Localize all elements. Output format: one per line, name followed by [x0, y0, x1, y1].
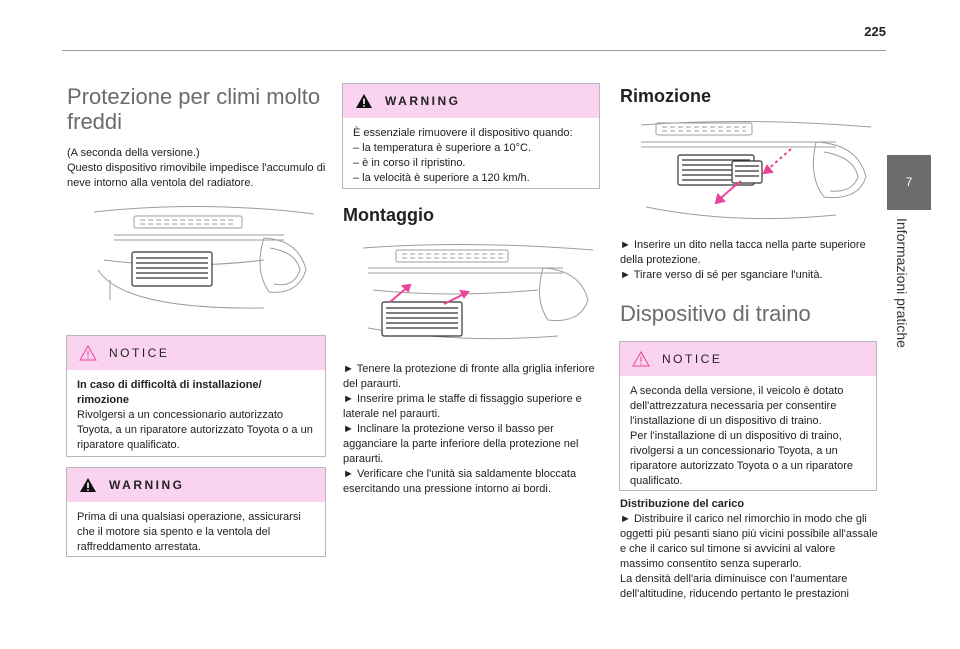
notice-header — [620, 342, 876, 376]
load-title: Distribuzione del carico — [620, 498, 745, 510]
warning-box — [66, 467, 326, 557]
warning-text: Prima di una qualsiasi operazione, assicurarsi che il motore sia spento e la ventola del raffreddamento arrestata. — [77, 511, 301, 553]
notice-box — [66, 335, 326, 457]
warning-line: – la velocità è superiore a 120 km/h. — [353, 172, 530, 184]
warning-line: – la temperatura è superiore a 10°C. — [353, 142, 532, 154]
warning-triangle-icon — [79, 477, 97, 493]
notice-caution-icon — [632, 351, 650, 367]
section-heading: Montaggio — [343, 205, 434, 225]
step-item: ► Inserire prima le staffe di fissaggio superiore e laterale nel paraurti. — [343, 393, 582, 420]
warning-line: – è in corso il ripristino. — [353, 157, 466, 169]
notice-label: NOTICE — [662, 352, 723, 366]
chapter-number: 7 — [905, 175, 913, 189]
removal-illustration — [636, 117, 876, 227]
warning-header — [343, 84, 599, 118]
top-divider — [62, 50, 886, 51]
page-number: 225 — [864, 24, 886, 39]
installation-illustration — [358, 240, 598, 350]
notice-title: In caso di difficoltà di installazione/ rimozione — [77, 379, 262, 406]
notice-box-towing — [619, 341, 877, 491]
step-item: ► Tenere la protezione di fronte alla griglia inferiore del paraurti. — [343, 363, 595, 390]
step-item: ► Inserire un dito nella tacca nella parte superiore della protezione. — [620, 239, 866, 266]
step-item: ► Tirare verso di sé per sganciare l'unità. — [620, 269, 823, 281]
load-text: ► Distribuire il carico nel rimorchio in modo che gli oggetti più pesanti siano più vicini possibile all'assale e che il carico sul timone si avvicini al valore massimo consentito senza superarlo. La densità dell'aria diminuisce con l'aumentare dell'altitudine, riducendo pertanto le prestazioni — [620, 513, 878, 600]
load-distribution — [620, 497, 882, 602]
removal-steps — [620, 238, 880, 283]
chapter-tab[interactable] — [887, 155, 931, 210]
section-heading: Protezione per climi molto freddi — [67, 84, 321, 134]
chapter-title: Informazioni pratiche — [894, 218, 910, 348]
section-heading: Rimozione — [620, 86, 712, 106]
installation-steps — [343, 362, 601, 497]
warning-header — [67, 468, 325, 502]
warning-triangle-icon — [355, 93, 373, 109]
notice-caution-icon — [79, 345, 97, 361]
step-item: ► Inclinare la protezione verso il basso per agganciare la parte inferiore della protezione nel paraurti. — [343, 423, 579, 465]
warning-label: WARNING — [385, 94, 461, 108]
car-front-illustration — [84, 200, 324, 318]
notice-header — [67, 336, 325, 370]
step-item: ► Verificare che l'unità sia saldamente bloccata esercitando una pressione intorno ai bordi. — [343, 468, 577, 495]
warning-label: WARNING — [109, 478, 185, 492]
warning-line: È essenziale rimuovere il dispositivo quando: — [353, 127, 573, 139]
notice-text: Rivolgersi a un concessionario autorizzato Toyota, a un riparatore autorizzato Toyota o a un riparatore qualificato. — [77, 409, 313, 451]
warning-box-removal — [342, 83, 600, 189]
notice-text: A seconda della versione, il veicolo è dotato dell'attrezzatura necessaria per consentire l'installazione di un dispositivo di traino. Per l'installazione di un dispositivo di traino, rivolgersi a un concessionario Toyota, a un riparatore autorizzato Toyota o a un riparatore qualificato. — [630, 385, 853, 487]
column-1 — [67, 84, 329, 191]
intro-text: (A seconda della versione.) Questo dispositivo rimovibile impedisce l'accumulo di neve intorno alla ventola del radiatore. — [67, 147, 326, 189]
notice-label: NOTICE — [109, 346, 170, 360]
section-heading: Dispositivo di traino — [620, 301, 811, 326]
